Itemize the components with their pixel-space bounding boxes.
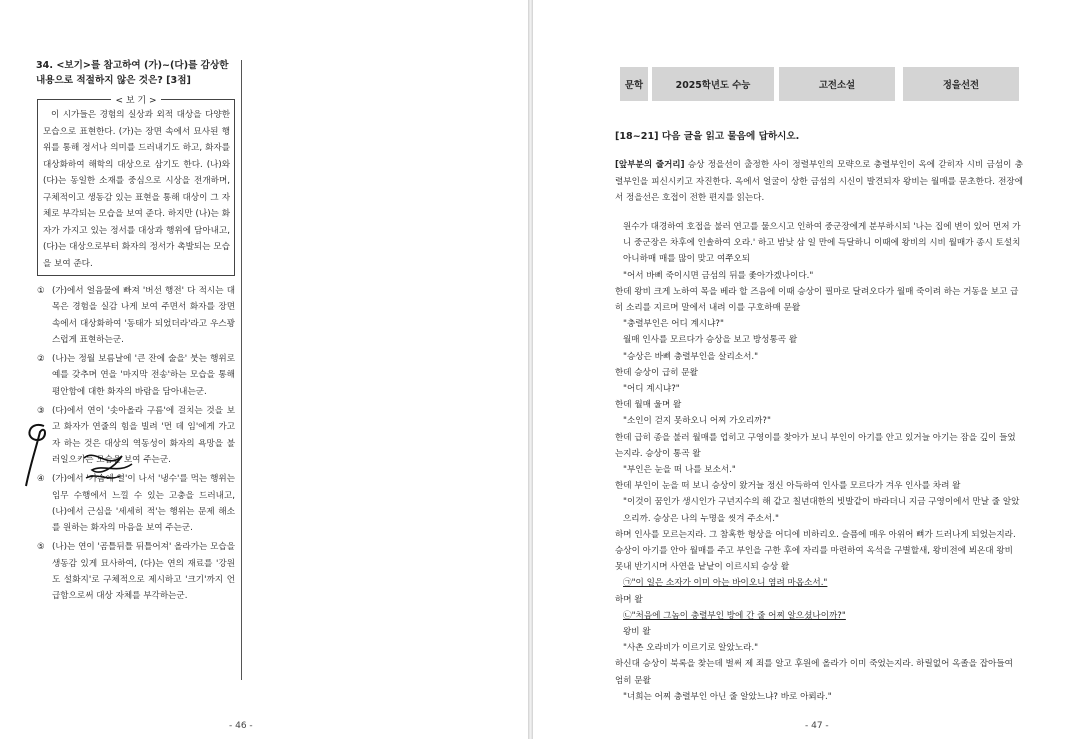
choice-text: (나)는 연이 '곰틀뒤틀 뒤틀어져' 올라가는 모습을 생동감 있게 묘사하여, (다)는 연의 재료를 '강원도 설화지'로 구체적으로 제시하고 '크기'까지 언급함으로써 대상 자체를 부각하는군. <box>52 542 235 602</box>
left-page <box>0 0 528 739</box>
passage-line: "승상은 바삐 충렬부인을 살리소서." <box>623 351 759 362</box>
answer-choices <box>37 283 235 608</box>
choice-text: (가)에서 얼음물에 빠져 '버선 행전' 다 적시는 대목은 경험을 실감 나게 보여 주면서 화자를 장면 속에서 대상화하여 '동태가 되었더라'라고 우스꽝스럽게 표현하는군. <box>52 286 235 345</box>
page-number: - 46 - <box>229 721 253 731</box>
passage-line: "어디 계시냐?" <box>623 384 680 395</box>
summary-label: [앞부분의 줄거리] <box>615 160 685 170</box>
right-page <box>533 0 1070 739</box>
passage-line: 왕비 왈 <box>623 627 651 638</box>
bogi-text: 이 시가들은 경험의 실상과 외적 대상을 다양한 모습으로 표현한다. (가)는 장면 속에서 묘사된 행위를 통해 정서나 의미를 드러내기도 하고, 화자를 대상화하여 해학의 대상으로 삼기도 한다. (나)와 (다)는 동일한 소재를 중심으로 시상을 전개하며, 구체적이고 생동감 있는 표현을 통해 대상이 그 자체로 부각되는 모습을 보여 준다. 하지만 (나)는 화자가 가지고 있는 정서를 대상과 행위에 담아내고, (다)는 대상으로부터 화자의 정서가 촉발되는 모습을 보여 준다. <box>43 110 230 269</box>
choice-1 <box>37 283 235 348</box>
choice-number: ② <box>37 354 45 365</box>
passage-line: 하며 인사를 모르는지라. 그 참혹한 형상을 어디에 비하리오. 슬픔에 매우 아위어 뼈가 드러나게 되었는지라. 승상이 아기를 안아 월매를 주고 부인을 구한 후에 자리를 마련하여 옥석을 구별할새, 왕비전에 뵈온대 왕비 못내 반기시며 사연을 낱낱이 이르시되 승상 왈 <box>615 529 1016 573</box>
choice-number: ① <box>37 286 45 296</box>
passage-line: ㉠"이 일은 소자가 이미 아는 바이오니 염려 마옵소서." <box>623 578 828 589</box>
choice-2 <box>37 351 235 400</box>
choice-number: ③ <box>37 406 45 417</box>
column-divider <box>241 60 242 680</box>
passage-line: ㉡"처음에 그놈이 충렬부인 방에 간 줄 어찌 알으셨나이까?" <box>623 610 846 621</box>
passage-line: "부인은 눈을 떠 나를 보소서." <box>623 465 736 476</box>
choice-text: (나)는 정월 보름날에 '큰 잔에 술을' 붓는 행위로 예를 갖추며 연을 '마지막 전송'하는 모습을 통해 평안함에 대한 화자의 바람을 담아내는군. <box>52 354 235 397</box>
passage-line: 한데 월매 울며 왈 <box>615 400 682 411</box>
passage-line: "소인이 걷지 못하오니 어찌 가오리까?" <box>623 416 771 427</box>
header-exam: 2025학년도 수능 <box>652 67 774 101</box>
choice-text: (다)에서 연이 '솟아올라 구름'에 걸치는 것을 보고 화자가 연줄의 힘을 빌려 '먼 데 임'에게 가고자 하는 것은 대상의 역동성이 화자의 욕망을 불러일으키는 모습을 보여 주는군. <box>52 406 235 465</box>
passage-line: "이것이 꿈인가 생시인가 구년지수의 해 같고 칠년대한의 빗발같이 바라더니 지금 구영이에서 만날 줄 알았으리까. 승상은 나의 누명을 씻겨 주소서." <box>623 497 1020 524</box>
passage-body <box>615 219 1023 705</box>
passage-line: 하신대 승상이 북록을 찾는데 벌써 제 죄를 알고 후원에 올라가 이미 죽었는지라. 하릴없어 옥졸을 잡아들여 엄히 문왈 <box>615 659 1013 686</box>
choice-3 <box>37 403 235 468</box>
passage-line: "너희는 어찌 충렬부인 아닌 줄 알았느냐? 바로 아뢰라." <box>623 691 832 702</box>
choice-text: (가)에서 '가슴에 열'이 나서 '냉수'를 먹는 행위는 임무 수행에서 느낄 수 있는 고충을 드러내고, (나)에서 근심을 '세세히 적'는 행위는 문제 해소를 원하는 화자의 마음을 보여 주는군. <box>52 474 235 534</box>
passage-line: 한데 급히 종을 불러 월매를 업히고 구영이를 찾아가 보니 부인이 아기를 안고 있거늘 아기는 잠을 깊이 들었는지라. 승상이 통곡 왈 <box>615 432 1016 459</box>
passage-line: 한데 승상이 급히 문왈 <box>615 367 698 378</box>
summary-text: 승상 정을선이 출정한 사이 정렬부인의 모략으로 충렬부인이 옥에 갇히자 시비 금섬이 충렬부인을 피신시키고 자진한다. 옥에서 얼굴이 상한 금섬의 시신이 발견되자 왕비는 월매를 문초한다. 전장에서 정을선은 호접이 전한 편지를 읽는다. <box>615 160 1023 203</box>
passage-line: "어서 바삐 죽이시면 금섬의 뒤를 좇아가겠나이다." <box>623 270 814 281</box>
passage-line: 하며 왈 <box>615 594 643 605</box>
choice-4 <box>37 471 235 536</box>
header-work: 정을선전 <box>903 67 1019 101</box>
passage-line: 월매 인사를 모르다가 승상을 보고 방성통곡 왈 <box>623 335 798 346</box>
header-subject: 문학 <box>620 67 648 101</box>
passage-line: 한데 왕비 크게 노하여 목을 베라 할 즈음에 이때 승상이 필마로 달려오다가 월매 죽이려 하는 거동을 보고 급히 소리를 지르며 말에서 내려 이를 구호하매 문왈 <box>615 286 1019 314</box>
choice-5 <box>37 539 235 604</box>
bogi-label: < 보 기 > <box>111 96 160 106</box>
choice-number: ⑤ <box>37 542 45 553</box>
section-title: [18~21] 다음 글을 읽고 물음에 답하시오. <box>615 131 800 142</box>
header-genre: 고전소설 <box>779 67 895 101</box>
passage-line: 한데 부인이 눈을 떠 보니 승상이 왔거늘 정신 아득하여 인사를 모르다가 겨우 인사를 차려 왈 <box>615 481 961 492</box>
bogi-box <box>37 96 235 276</box>
passage-line: 원수가 대경하여 호접을 불러 연고를 물으시고 인하여 중군장에게 분부하시되 '나는 집에 변이 있어 먼저 가니 중군장은 차후에 인솔하여 오라.' 하고 밤낮 삼 일 만에 득달하니 이때에 왕비의 시비 월매가 종시 토설치 아니하매 매를 많이 맞고 여쭈오되 <box>623 222 1021 265</box>
passage-line: "충렬부인은 어디 계시냐?" <box>623 319 724 330</box>
choice-number: ④ <box>37 474 45 485</box>
question-title: 34. <보기>를 참고하여 (가)~(다)를 감상한 내용으로 적절하지 않은 것은? [3점] <box>36 60 229 86</box>
plot-summary <box>615 157 1023 207</box>
page-number: - 47 - <box>805 721 829 731</box>
passage-line: "사촌 오라비가 이르기로 알았노라." <box>623 643 759 654</box>
